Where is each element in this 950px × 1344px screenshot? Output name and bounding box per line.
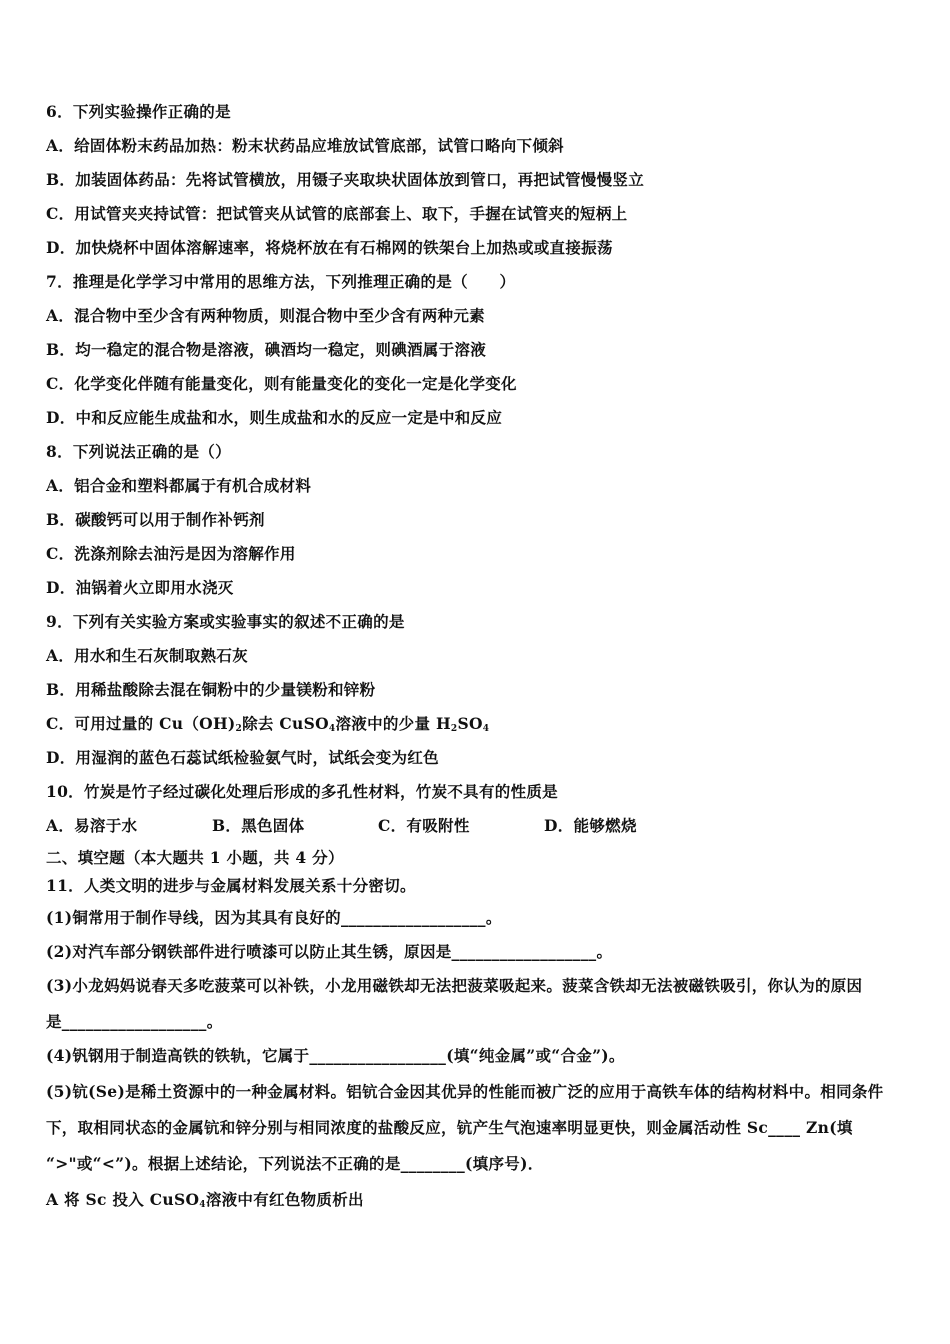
subscript: 4 — [328, 724, 336, 734]
q6-option-b: B．加装固体药品：先将试管横放，用镊子夹取块状固体放到管口，再把试管慢慢竖立 — [46, 170, 645, 189]
text: 溶液中的少量 H — [335, 714, 451, 733]
q11-part-4: (4)钒钢用于制造高铁的铁轨，它属于_________________(填“纯金属”或“合金”)。 — [46, 1046, 625, 1065]
subscript: 4 — [199, 1200, 206, 1210]
q10-options — [46, 817, 637, 835]
q11-part-2: (2)对汽车部分钢铁部件进行喷漆可以防止其生锈，原因是__________________。 — [46, 942, 613, 961]
question-9-stem: 9．下列有关实验方案或实验事实的叙述不正确的是 — [46, 612, 405, 631]
text: 除去 CuSO — [242, 714, 329, 733]
q7-option-c: C．化学变化伴随有能量变化，则有能量变化的变化一定是化学变化 — [46, 374, 517, 393]
text: SO — [457, 714, 483, 733]
q11-part-5-cont2: “>"或“<”)。根据上述结论，下列说法不正确的是________(填序号)． — [46, 1154, 544, 1173]
q11-part-1: (1)铜常用于制作导线，因为其具有良好的__________________。 — [46, 908, 502, 927]
q9-option-b: B．用稀盐酸除去混在铜粉中的少量镁粉和锌粉 — [46, 680, 376, 699]
q11-part-5-cont: 下，取相同状态的金属钪和锌分别与相同浓度的盐酸反应，钪产生气泡速率明显更快，则金属活动性 Sc____ Zn(填 — [46, 1118, 853, 1137]
q11-part-3: (3)小龙妈妈说春天多吃菠菜可以补铁，小龙用磁铁却无法把菠菜吸起来。菠菜含铁却无法被磁铁吸引，你认为的原因 — [46, 976, 863, 995]
q6-option-a: A．给固体粉末药品加热：粉末状药品应堆放试管底部，试管口略向下倾斜 — [46, 136, 564, 155]
text: 溶液中有红色物质析出 — [205, 1190, 364, 1209]
q9-option-a: A．用水和生石灰制取熟石灰 — [46, 646, 248, 665]
q9-option-c — [46, 715, 489, 738]
q10-option-a: A．易溶于水 — [46, 816, 138, 835]
subscript: 4 — [482, 724, 490, 734]
q8-option-c: C．洗涤剂除去油污是因为溶解作用 — [46, 544, 296, 563]
q6-option-c: C．用试管夹夹持试管：把试管夹从试管的底部套上、取下，手握在试管夹的短柄上 — [46, 204, 628, 223]
subscript: 2 — [450, 724, 458, 734]
q6-option-d: D．加快烧杯中固体溶解速率，将烧杯放在有石棉网的铁架台上加热或或直接振荡 — [46, 238, 613, 257]
question-11-stem: 11．人类文明的进步与金属材料发展关系十分密切。 — [46, 876, 416, 895]
q11-part-5: (5)钪(Se)是稀土资源中的一种金属材料。铝钪合金因其优异的性能而被广泛的应用于高铁车体的结构材料中。相同条件 — [46, 1082, 884, 1101]
q10-option-c: C．有吸附性 — [378, 816, 470, 835]
question-6-stem: 6．下列实验操作正确的是 — [46, 102, 231, 121]
q8-option-b: B．碳酸钙可以用于制作补钙剂 — [46, 510, 265, 529]
q7-option-a: A．混合物中至少含有两种物质，则混合物中至少含有两种元素 — [46, 306, 485, 325]
question-10-stem: 10．竹炭是竹子经过碳化处理后形成的多孔性材料，竹炭不具有的性质是 — [46, 782, 558, 801]
section-heading: 二、填空题（本大题共 1 小题，共 4 分） — [46, 848, 344, 867]
text: A 将 Sc 投入 CuSO — [46, 1190, 200, 1209]
q10-option-d: D．能够燃烧 — [544, 816, 637, 835]
question-7-stem: 7．推理是化学学习中常用的思维方法，下列推理正确的是（ ） — [46, 272, 516, 291]
q7-option-d: D．中和反应能生成盐和水，则生成盐和水的反应一定是中和反应 — [46, 408, 503, 427]
q10-option-b: B．黑色固体 — [212, 816, 305, 835]
q7-option-b: B．均一稳定的混合物是溶液，碘酒均一稳定，则碘酒属于溶液 — [46, 340, 487, 359]
question-8-stem: 8．下列说法正确的是（） — [46, 442, 231, 461]
text: C．可用过量的 Cu（OH) — [46, 714, 236, 733]
q9-option-d: D．用湿润的蓝色石蕊试纸检验氨气时，试纸会变为红色 — [46, 748, 439, 767]
q8-option-a: A．铝合金和塑料都属于有机合成材料 — [46, 476, 312, 495]
q11-option-a — [46, 1191, 364, 1214]
subscript: 2 — [235, 724, 243, 734]
q11-part-3-cont: 是__________________。 — [46, 1012, 223, 1031]
q8-option-d: D．油锅着火立即用水浇灭 — [46, 578, 234, 597]
